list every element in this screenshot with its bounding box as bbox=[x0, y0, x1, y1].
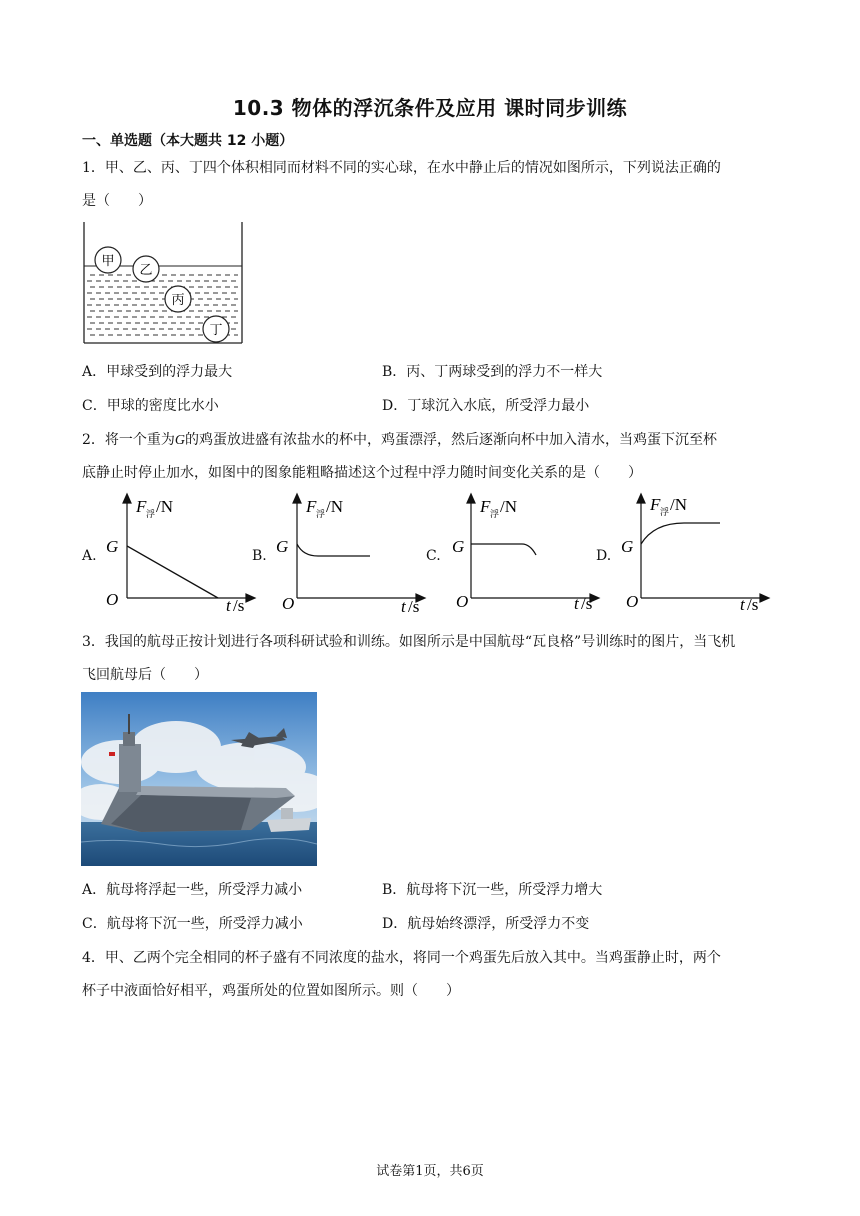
question-4-stem bbox=[82, 942, 782, 1008]
q2-graph-d bbox=[614, 490, 774, 615]
xlabel-unit: /s bbox=[233, 596, 245, 615]
q1-option-c: C．甲球的密度比水小 bbox=[82, 398, 219, 414]
question-2-line-1: 2．将一个重为G的鸡蛋放进盛有浓盐水的杯中，鸡蛋漂浮，然后逐渐向杯中加入清水，当鸡蛋下沉至杯 bbox=[82, 432, 718, 448]
q2-graph-b-letter: B. bbox=[252, 548, 267, 564]
q2-graph-b bbox=[270, 490, 435, 615]
q2-graph-c bbox=[444, 490, 604, 615]
ball-ding bbox=[203, 316, 229, 342]
graph-a-curve bbox=[127, 546, 218, 598]
origin-label: O bbox=[282, 594, 295, 613]
ball-jia bbox=[95, 247, 121, 273]
q1-option-a: A．甲球受到的浮力最大 bbox=[82, 364, 233, 380]
ball-yi bbox=[133, 256, 159, 282]
page-footer: 试卷第1页，共6页 bbox=[376, 1164, 484, 1179]
x-axis-arrow bbox=[760, 594, 769, 602]
ball-jia-label: 甲 bbox=[101, 253, 115, 268]
ylabel-f: F bbox=[480, 497, 491, 516]
q3-option-d: D．航母始终漂浮，所受浮力不变 bbox=[382, 916, 590, 932]
question-1-stem bbox=[82, 152, 782, 218]
origin-label: O bbox=[626, 592, 639, 611]
question-1-line-2: 是（ ） bbox=[82, 193, 152, 209]
q1-water-tank-figure bbox=[80, 222, 250, 348]
ylabel-f: F bbox=[306, 497, 317, 516]
g-mark: G bbox=[276, 537, 289, 556]
question-4-line-1: 4．甲、乙两个完全相同的杯子盛有不同浓度的盐水，将同一个鸡蛋先后放入其中。当鸡蛋静止时，两个 bbox=[82, 950, 721, 966]
origin-label: O bbox=[106, 590, 119, 609]
q1-option-b: B．丙、丁两球受到的浮力不一样大 bbox=[382, 364, 603, 380]
graph-c-curve bbox=[471, 544, 536, 555]
q3-option-b: B．航母将下沉一些，所受浮力增大 bbox=[382, 882, 603, 898]
xlabel-unit: /s bbox=[747, 595, 759, 614]
ylabel-unit: /N bbox=[500, 497, 517, 516]
page-title: 10.3 物体的浮沉条件及应用 课时同步训练 bbox=[232, 96, 628, 120]
y-axis-arrow bbox=[467, 494, 475, 503]
question-2-line-2: 底静止时停止加水，如图中的图象能粗略描述这个过程中浮力随时间变化关系的是（ ） bbox=[82, 465, 642, 481]
question-4-line-2: 杯子中液面恰好相平，鸡蛋所处的位置如图所示。则（ ） bbox=[82, 983, 460, 999]
xlabel-unit: /s bbox=[581, 594, 593, 613]
g-mark: G bbox=[106, 537, 119, 556]
xlabel-t: t bbox=[740, 595, 745, 614]
question-2-stem bbox=[82, 424, 782, 490]
ylabel-unit: /N bbox=[156, 497, 173, 516]
y-axis-arrow bbox=[293, 494, 301, 503]
ylabel-sub: 浮 bbox=[146, 509, 156, 519]
ball-yi-label: 乙 bbox=[139, 262, 153, 277]
graph-b-curve bbox=[297, 544, 370, 556]
q2-graph-c-letter: C. bbox=[426, 548, 441, 564]
graph-d-curve bbox=[641, 523, 720, 544]
question-3-line-2: 飞回航母后（ ） bbox=[82, 667, 208, 683]
xlabel-t: t bbox=[226, 596, 231, 615]
xlabel-unit: /s bbox=[408, 597, 420, 615]
ylabel-f: F bbox=[650, 495, 661, 514]
question-1-line-1: 1．甲、乙、丙、丁四个体积相同而材料不同的实心球，在水中静止后的情况如图所示，下列说法正确的 bbox=[82, 160, 721, 176]
question-3-line-1: 3．我国的航母正按计划进行各项科研试验和训练。如图所示是中国航母“瓦良格”号训练时的图片，当飞机 bbox=[82, 634, 736, 650]
q3-option-a: A．航母将浮起一些，所受浮力减小 bbox=[82, 882, 303, 898]
xlabel-t: t bbox=[574, 594, 579, 613]
ylabel-unit: /N bbox=[670, 495, 687, 514]
ylabel-unit: /N bbox=[326, 497, 343, 516]
ylabel-sub: 浮 bbox=[490, 509, 500, 519]
origin-label: O bbox=[456, 592, 469, 611]
y-axis-arrow bbox=[637, 494, 645, 503]
ball-bing bbox=[165, 286, 191, 312]
g-mark: G bbox=[621, 537, 634, 556]
q3-option-c: C．航母将下沉一些，所受浮力减小 bbox=[82, 916, 303, 932]
aircraft-carrier-photo bbox=[81, 692, 317, 866]
question-3-stem bbox=[82, 626, 782, 692]
q2-graph-a bbox=[100, 490, 260, 615]
ylabel-f: F bbox=[136, 497, 147, 516]
g-mark: G bbox=[452, 537, 465, 556]
q2-graph-d-letter: D. bbox=[596, 548, 612, 564]
xlabel-t: t bbox=[401, 597, 406, 615]
ylabel-sub: 浮 bbox=[660, 507, 670, 517]
x-axis-arrow bbox=[246, 594, 255, 602]
y-axis-arrow bbox=[123, 494, 131, 503]
ball-ding-label: 丁 bbox=[209, 322, 223, 337]
q1-option-d: D．丁球沉入水底，所受浮力最小 bbox=[382, 398, 590, 414]
q2-graph-a-letter: A. bbox=[82, 548, 97, 564]
ylabel-sub: 浮 bbox=[316, 509, 326, 519]
q2-weight-symbol: G bbox=[174, 433, 186, 448]
ball-bing-label: 丙 bbox=[171, 292, 185, 307]
section-heading: 一、单选题（本大题共 12 小题） bbox=[82, 133, 294, 149]
